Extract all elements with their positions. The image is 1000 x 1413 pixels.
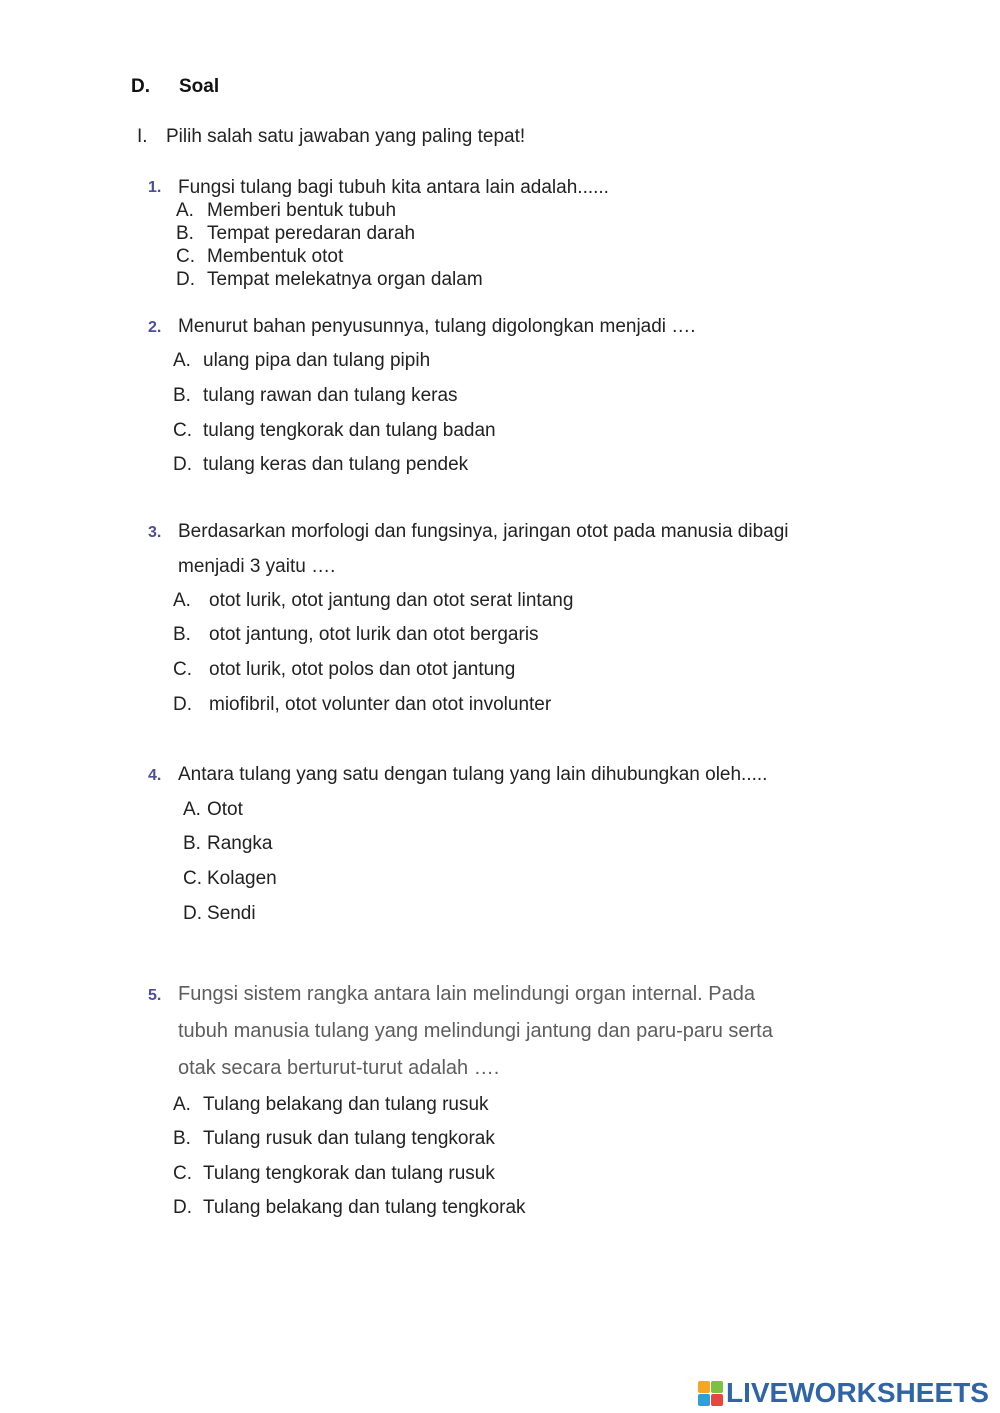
question-5-option-b[interactable]: [173, 1128, 495, 1150]
question-3-option-d[interactable]: [173, 694, 551, 716]
question-3-text-line-1: Berdasarkan morfologi dan fungsinya, jaringan otot pada manusia dibagi: [178, 521, 789, 542]
option-letter: B.: [183, 833, 201, 854]
option-letter: B.: [173, 1128, 191, 1149]
question-5-option-a[interactable]: [173, 1094, 489, 1116]
question-1-text: Fungsi tulang bagi tubuh kita antara lain adalah......: [178, 177, 609, 198]
option-letter: C.: [183, 868, 202, 889]
question-5-text-line-1: Fungsi sistem rangka antara lain melindungi organ internal. Pada: [178, 983, 756, 1005]
question-1-number: 1.: [148, 179, 162, 196]
question-3-option-b[interactable]: [173, 624, 539, 646]
question-1-option-b[interactable]: [176, 223, 415, 245]
question-4-option-d[interactable]: [183, 903, 256, 925]
option-text: tulang rawan dan tulang keras: [203, 385, 458, 406]
option-text: tulang keras dan tulang pendek: [203, 454, 469, 475]
liveworksheets-logo-icon: [698, 1380, 724, 1406]
question-4-number: 4.: [148, 767, 162, 784]
question-2-option-b[interactable]: [173, 385, 458, 407]
question-1-option-a[interactable]: [176, 200, 396, 222]
option-letter: B.: [173, 624, 191, 645]
option-text: Tulang belakang dan tulang tengkorak: [203, 1197, 526, 1218]
option-text: Sendi: [207, 903, 256, 924]
option-text: Tulang rusuk dan tulang tengkorak: [203, 1128, 495, 1149]
question-2-text: Menurut bahan penyusunnya, tulang digolongkan menjadi ….: [178, 316, 696, 337]
question-5-text-line-2: tubuh manusia tulang yang melindungi jantung dan paru-paru serta: [178, 1020, 773, 1042]
instruction-text: Pilih salah satu jawaban yang paling tepat!: [166, 126, 526, 147]
question-1-option-c[interactable]: [176, 246, 343, 268]
instruction-number: I.: [137, 126, 148, 147]
question-3-option-a[interactable]: [173, 590, 573, 612]
logo-text: LIVEWORKSHEETS: [726, 1377, 989, 1408]
section-letter: D.: [131, 76, 150, 97]
option-letter: C.: [173, 1163, 192, 1184]
question-4-option-a[interactable]: [183, 799, 243, 821]
question-3-text-line-2: menjadi 3 yaitu ….: [178, 556, 336, 577]
option-letter: C.: [176, 246, 195, 267]
option-letter: A.: [173, 590, 191, 611]
question-3-option-c[interactable]: [173, 659, 515, 681]
question-4-option-c[interactable]: [183, 868, 277, 890]
option-text: Kolagen: [207, 868, 277, 889]
question-2-option-d[interactable]: [173, 454, 468, 476]
option-letter: D.: [173, 454, 192, 475]
option-letter: B.: [173, 385, 191, 406]
option-letter: A.: [173, 1094, 191, 1115]
question-5-number: 5.: [148, 987, 162, 1004]
option-letter: A.: [176, 200, 194, 221]
question-2-number: 2.: [148, 319, 162, 336]
option-letter: A.: [173, 350, 191, 371]
option-text: Rangka: [207, 833, 273, 854]
question-5-option-d[interactable]: [173, 1197, 526, 1219]
option-letter: D.: [173, 694, 192, 715]
option-letter: D.: [173, 1197, 192, 1218]
option-text: Otot: [207, 799, 243, 820]
option-letter: D.: [176, 269, 195, 290]
question-3-number: 3.: [148, 524, 162, 541]
option-text: Tulang belakang dan tulang rusuk: [203, 1094, 489, 1115]
option-text: Tempat peredaran darah: [207, 223, 416, 244]
option-text: otot jantung, otot lurik dan otot bergaris: [209, 624, 539, 645]
option-text: otot lurik, otot jantung dan otot serat lintang: [209, 590, 574, 611]
option-letter: D.: [183, 903, 202, 924]
liveworksheets-logo[interactable]: [698, 1377, 989, 1409]
question-2-option-c[interactable]: [173, 420, 496, 442]
question-5-option-c[interactable]: [173, 1163, 495, 1185]
option-letter: B.: [176, 223, 194, 244]
question-1-option-d[interactable]: [176, 269, 483, 291]
section-title: Soal: [179, 76, 220, 97]
option-text: Memberi bentuk tubuh: [207, 200, 397, 221]
option-text: miofibril, otot volunter dan otot involunter: [209, 694, 552, 715]
question-4-text: Antara tulang yang satu dengan tulang yang lain dihubungkan oleh.....: [178, 764, 768, 785]
question-5-text-line-3: otak secara berturut-turut adalah ….: [178, 1057, 500, 1079]
option-text: Tulang tengkorak dan tulang rusuk: [203, 1163, 495, 1184]
option-text: Membentuk otot: [207, 246, 344, 267]
question-4-option-b[interactable]: [183, 833, 273, 855]
option-text: Tempat melekatnya organ dalam: [207, 269, 483, 290]
option-letter: C.: [173, 659, 192, 680]
option-letter: A.: [183, 799, 201, 820]
option-letter: C.: [173, 420, 192, 441]
question-2-option-a[interactable]: [173, 350, 430, 372]
option-text: tulang tengkorak dan tulang badan: [203, 420, 496, 441]
option-text: otot lurik, otot polos dan otot jantung: [209, 659, 516, 680]
option-text: ulang pipa dan tulang pipih: [203, 350, 431, 371]
